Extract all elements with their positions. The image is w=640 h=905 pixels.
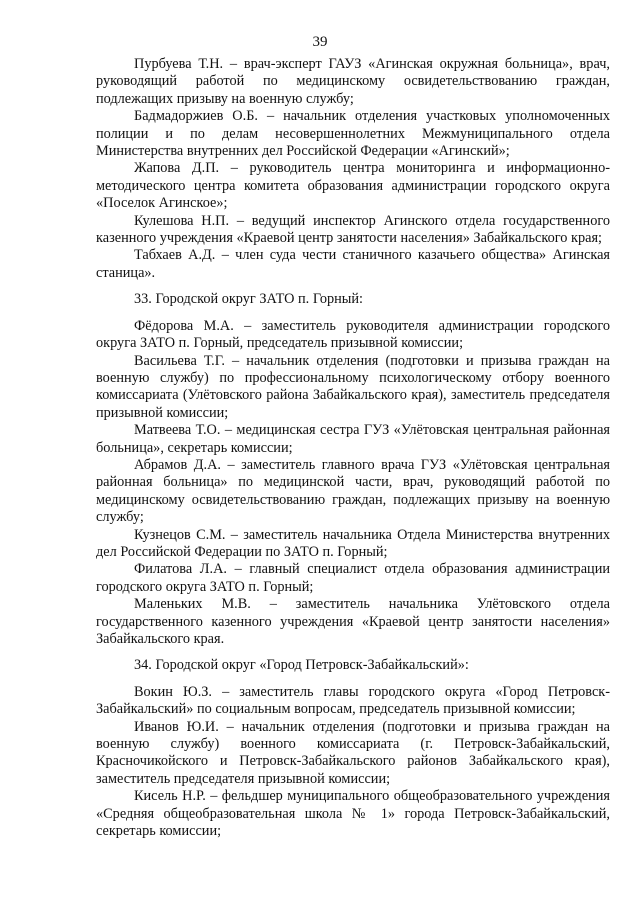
paragraph: Вокин Ю.З. – заместитель главы городского округа «Город Петровск-Забайкальский» по социальным вопросам, председатель призывной комиссии; [96, 683, 610, 718]
paragraph: Васильева Т.Г. – начальник отделения (подготовки и призыва граждан на военную службу) по профессиональному психологическому отбору военного комиссариата (Улётовского района Забайкальского края), заместитель председателя призывной комиссии; [96, 352, 610, 421]
paragraph: Матвеева Т.О. – медицинская сестра ГУЗ «Улётовская центральная районная больница», секретарь комиссии; [96, 422, 610, 456]
paragraph: Табхаев А.Д. – член суда чести станичного казачьего общества» Агинская станица». [96, 247, 610, 281]
section-heading: 34. Городской округ «Город Петровск-Забайкальский»: [134, 657, 469, 674]
paragraph: Кисель Н.Р. – фельдшер муниципального общеобразовательного учреждения «Средняя общеобразовательная школа № 1» города Петровск-Забайкальский, секретарь комиссии; [96, 788, 610, 840]
paragraph: Абрамов Д.А. – заместитель главного врача ГУЗ «Улётовская центральная районная больница» по медицинской части, врач, руководящий работой по медицинскому освидетельствованию граждан, подлежащих призыву на военную службу; [96, 456, 610, 526]
document-body [96, 56, 610, 840]
paragraph: Маленьких М.В. – заместитель начальника Улётовского отдела государственного казенного учреждения «Краевой центр занятости населения» Забайкальского края. [96, 596, 610, 647]
paragraph: Кулешова Н.П. – ведущий инспектор Агинского отдела государственного казенного учреждения «Краевой центр занятости населения» Забайкальского края; [96, 212, 610, 247]
page-number: 39 [312, 34, 328, 50]
paragraph: Пурбуева Т.Н. – врач-эксперт ГАУЗ «Агинская окружная больница», врач, руководящий работой по медицинскому освидетельствованию граждан, подлежащих призыву на военную службу; [96, 56, 610, 107]
paragraph: Филатова Л.А. – главный специалист отдела образования администрации городского округа ЗАТО п. Горный; [96, 561, 610, 595]
paragraph: Кузнецов С.М. – заместитель начальника Отдела Министерства внутренних дел Российской Федерации по ЗАТО п. Горный; [96, 526, 610, 560]
paragraph: Иванов Ю.И. – начальник отделения (подготовки и призыва граждан на военную службу) военного комиссариата (г. Петровск-Забайкальский, Красночикойского и Петровск-Забайкальского районов Забайкальского края), заместитель председателя призывной комиссии; [96, 718, 610, 787]
paragraph: Бадмадоржиев О.Б. – начальник отделения участковых уполномоченных полиции и по делам несовершеннолетних Межмуниципального отдела Министерства внутренних дел Российской Федерации «Агинский»; [96, 108, 610, 160]
section-heading: 33. Городской округ ЗАТО п. Горный: [134, 291, 364, 308]
paragraph: Жапова Д.П. – руководитель центра мониторинга и информационно-методического центра комитета образования администрации городского округа «Поселок Агинское»; [96, 160, 610, 212]
paragraph: Фёдорова М.А. – заместитель руководителя администрации городского округа ЗАТО п. Горный, председатель призывной комиссии; [96, 317, 610, 352]
